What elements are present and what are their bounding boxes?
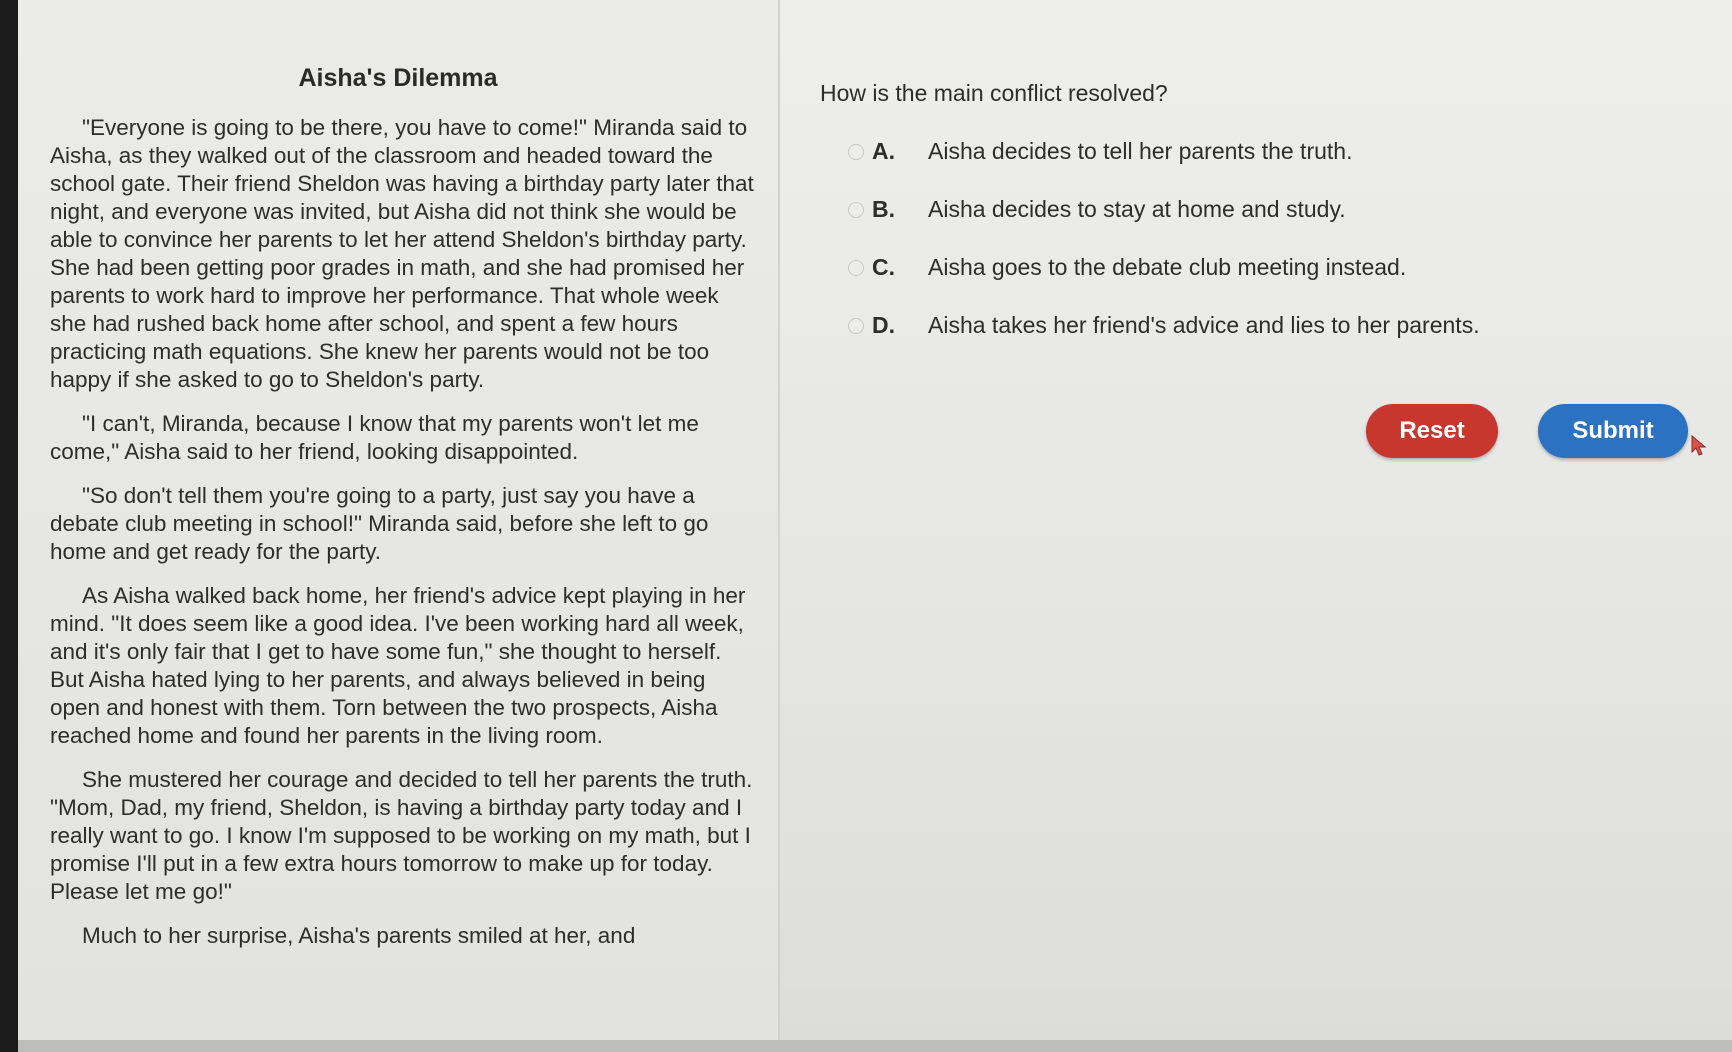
passage-paragraph: "So don't tell them you're going to a party, just say you have a debate club meeting in school!" Miranda said, before she left to go home and get ready for the party.: [50, 483, 709, 564]
passage-pane: [18, 0, 780, 1040]
passage-paragraph: As Aisha walked back home, her friend's advice kept playing in her mind. "It does seem like a good idea. I've been working hard all week, and it's only fair that I get to have some fun," she thought to herself. But Aisha hated lying to her parents, and always believed in being open and honest with them. Torn between the two prospects, Aisha reached home and found her parents in the living room.: [50, 583, 746, 748]
option-text: Aisha decides to tell her parents the truth.: [928, 138, 1353, 164]
question-pane: [780, 0, 1732, 1040]
answer-option-c[interactable]: [848, 254, 1708, 312]
question-prompt: How is the main conflict resolved?: [820, 80, 1168, 106]
option-letter: A.: [872, 138, 895, 164]
answer-options: [848, 138, 1708, 370]
radio-button-b[interactable]: [848, 202, 864, 218]
passage-paragraph: "I can't, Miranda, because I know that my parents won't let me come," Aisha said to her friend, looking disappointed.: [50, 411, 699, 464]
answer-option-b[interactable]: [848, 196, 1708, 254]
radio-button-c[interactable]: [848, 260, 864, 276]
option-text: Aisha decides to stay at home and study.: [928, 196, 1346, 222]
option-letter: B.: [872, 196, 895, 222]
mouse-pointer-icon: [1690, 434, 1708, 458]
option-letter: C.: [872, 254, 895, 280]
passage-title: Aisha's Dilemma: [298, 64, 498, 92]
answer-option-a[interactable]: [848, 138, 1708, 196]
radio-button-d[interactable]: [848, 318, 864, 334]
passage-paragraph: She mustered her courage and decided to tell her parents the truth. "Mom, Dad, my friend, Sheldon, is having a birthday party today and I really want to go. I know I'm supposed to be working on my math, but I promise I'll put in a few extra hours tomorrow to make up for today. Please let me go!": [50, 767, 753, 904]
screen: [18, 0, 1732, 1052]
answer-option-d[interactable]: [848, 312, 1708, 370]
radio-button-a[interactable]: [848, 144, 864, 160]
option-letter: D.: [872, 312, 895, 338]
option-text: Aisha goes to the debate club meeting instead.: [928, 254, 1407, 280]
bottom-bezel: [18, 1040, 1732, 1052]
reset-button[interactable]: Reset: [1366, 404, 1498, 458]
passage-body: [50, 114, 760, 966]
submit-button[interactable]: Submit: [1538, 404, 1688, 458]
option-text: Aisha takes her friend's advice and lies to her parents.: [928, 312, 1480, 338]
passage-paragraph: Much to her surprise, Aisha's parents smiled at her, and: [82, 923, 636, 948]
passage-paragraph: "Everyone is going to be there, you have to come!" Miranda said to Aisha, as they walked out of the classroom and headed toward the school gate. Their friend Sheldon was having a birthday party later that night, and everyone was invited, but Aisha did not think she would be able to convince her parents to let her attend Sheldon's birthday party. She had been getting poor grades in math, and she had promised her parents to work hard to improve her performance. That whole week she had rushed back home after school, and spent a few hours practicing math equations. She knew her parents would not be too happy if she asked to go to Sheldon's party.: [50, 115, 754, 392]
